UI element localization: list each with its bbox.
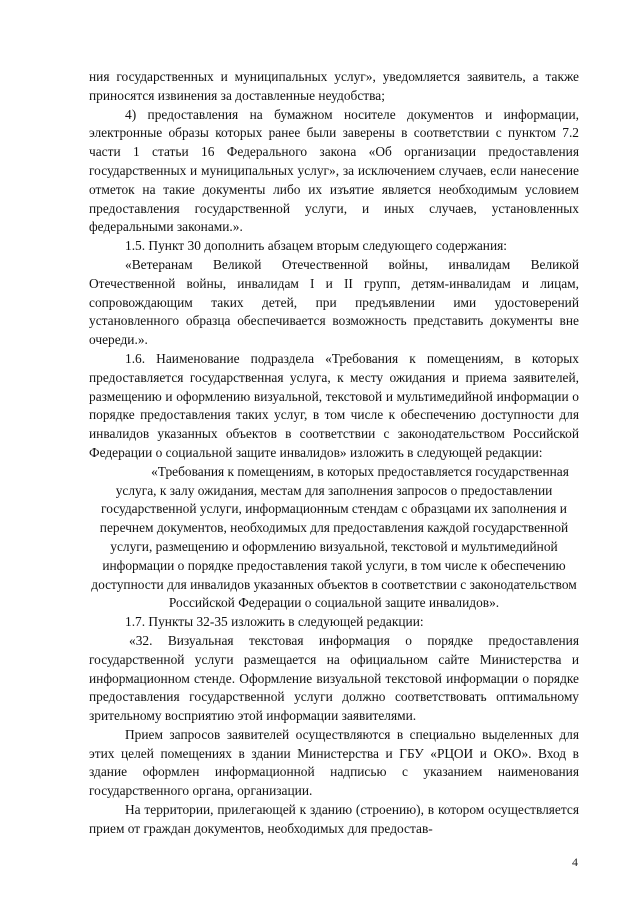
paragraph-reception: Прием запросов заявителей осуществляются в специально выделенных для этих целей помещениях в здании Министерства и ГБУ «РЦОИ и ОКО». Вход в здание оформлен информационной надписью с указанием наименования государственного органа, организации. — [89, 726, 579, 799]
paragraph-1-6: 1.6. Наименование подраздела «Требования к помещениям, в которых предоставляется государственная услуга, к месту ожидания и приема заявителей, размещению и оформлению визуальной, текстовой и мультимедийной информации о порядке предоставления таких услуг, в том числе к обеспечению доступности для инвалидов указанных объектов в соответствии с законодательством Российской Федерации о социальной защите инвалидов» изложить в следующей редакции: — [89, 350, 579, 460]
paragraph-item-4: 4) предоставления на бумажном носителе документов и информации, электронные образы которых ранее были заверены в соответствии с пунктом 7.2 части 1 статьи 16 Федерального закона «Об организации предоставления государственных и муниципальных услуг», за исключением случаев, если нанесение отметок на такие документы либо их изъятие является необходимым условием предоставления государственной услуги, и иных случаев, установленных федеральными законами.». — [89, 106, 579, 235]
page-number: 4 — [572, 855, 578, 869]
paragraph-1-5: 1.5. Пункт 30 дополнить абзацем вторым следующего содержания: — [125, 238, 508, 254]
subsection-title-text: «Требования к помещениям, в которых предоставляется государственная услуга, к залу ожидания, местам для заполнения запросов о предоставлении государственной услуги, информационным стендам с образцами их заполнения и перечнем документов, необходимых для предоставления каждой государственной услуги, размещению и оформлению визуальной, текстовой и мультимедийной информации о порядке предоставления такой услуги, в том числе к обеспечению доступности для инвалидов указанных объектов в соответствии с законодательством Российской Федерации о социальной защите инвалидов». — [91, 463, 577, 611]
document-page — [89, 68, 579, 839]
paragraph-1-7: 1.7. Пункты 32-35 изложить в следующей редакции: — [125, 614, 424, 630]
paragraph-veterans-quote: «Ветеранам Великой Отечественной войны, инвалидам Великой Отечественной войны, инвалидам I и II групп, детям-инвалидам и лицам, сопровождающим таких детей, при предъявлении ими удостоверений установленного образца обеспечивается возможность представить документы вне очереди.». — [89, 256, 579, 348]
paragraph-continuation: ния государственных и муниципальных услуг», уведомляется заявитель, а также приносятся извинения за доставленные неудобства; — [89, 69, 579, 103]
paragraph-32: «32. Визуальная текстовая информация о порядке предоставления государственной услуги размещается на официальном сайте Министерства и информационном стенде. Оформление визуальной текстовой информации о порядке предоставления государственной услуги должно соответствовать оптимальному зрительному восприятию этой информации заявителями. — [89, 632, 579, 724]
subsection-title-quote — [89, 463, 579, 613]
paragraph-territory: На территории, прилегающей к зданию (строению), в котором осуществляется прием от граждан документов, необходимых для предостав- — [89, 802, 579, 836]
